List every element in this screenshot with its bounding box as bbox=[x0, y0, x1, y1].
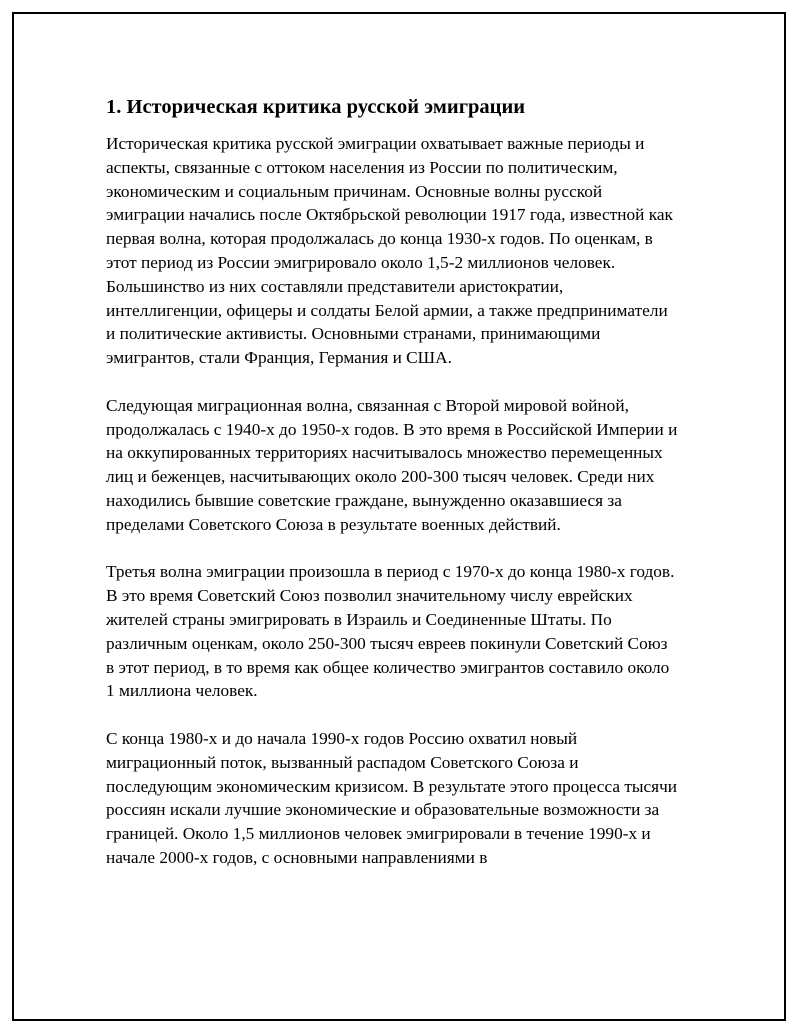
paragraph-fourth-wave: С конца 1980-х и до начала 1990-х годов Россию охватил новый миграционный поток, вызванный распадом Советского Союза и последующим экономическим кризисом. В результате этого процесса тысячи россиян искали лучшие экономические и образовательные возможности за границей. Около 1,5 миллионов человек эмигрировали в течение 1990-х и начале 2000-х годов, с основными направлениями в bbox=[106, 728, 678, 867]
paragraph-second-wave: Следующая миграционная волна, связанная с Второй мировой войной, продолжалась с 1940-х до 1950-х годов. В это время в Российской Империи и на оккупированных территориях насчитывалось множество перемещенных лиц и беженцев, насчитывающих около 200-300 тысяч человек. Среди них находились бывшие советские граждане, вынужденно оказавшиеся за пределами Советского Союза в результате военных действий. bbox=[106, 395, 678, 534]
paragraph-first-wave: Историческая критика русской эмиграции охватывает важные периоды и аспекты, связанные с оттоком населения из России по политическим, экономическим и социальным причинам. Основные волны русской эмиграции начались после Октябрьской революции 1917 года, известной как первая волна, которая продолжалась до конца 1930-х годов. По оценкам, в этот период из России эмигрировало около 1,5-2 миллионов человек. Большинство из них составляли представители аристократии, интеллигенции, офицеры и солдаты Белой армии, а также предприниматели и политические активисты. Основными странами, принимающими эмигрантов, стали Франция, Германия и США. bbox=[106, 134, 673, 368]
section-heading: 1. Историческая критика русской эмиграции bbox=[106, 96, 526, 118]
document-body bbox=[106, 94, 678, 894]
paragraph-third-wave: Третья волна эмиграции произошла в период с 1970-х до конца 1980-х годов. В это время Советский Союз позволил значительному числу еврейских жителей страны эмигрировать в Израиль и Соединенные Штаты. По различным оценкам, около 250-300 тысяч евреев покинули Советский Союз в этот период, в то время как общее количество эмигрантов составило около 1 миллиона человек. bbox=[106, 562, 675, 701]
